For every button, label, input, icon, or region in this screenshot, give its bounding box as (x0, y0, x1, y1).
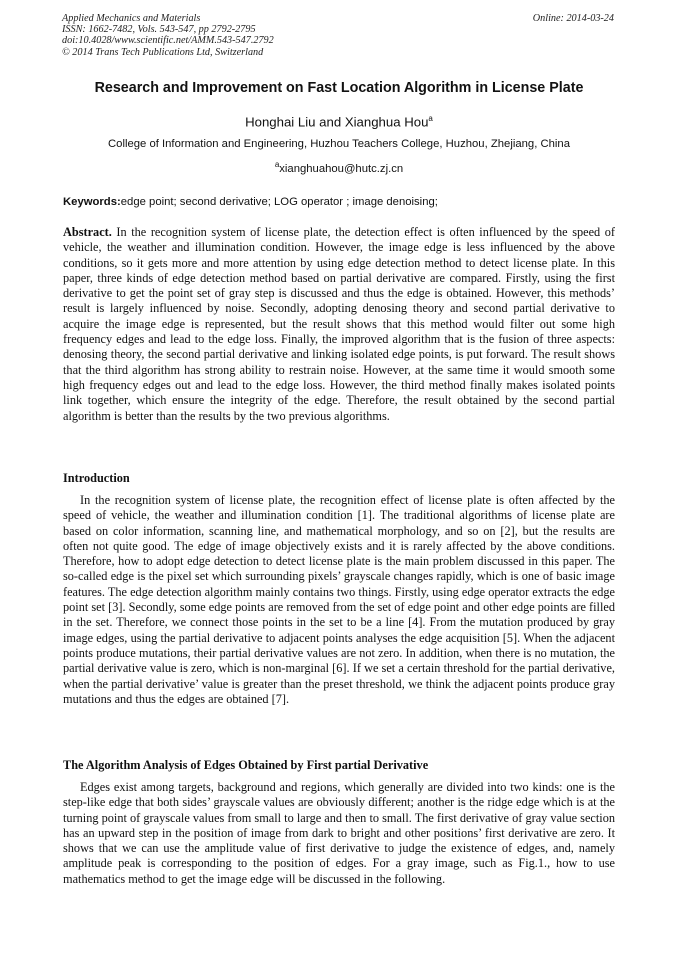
copyright-line: © 2014 Trans Tech Publications Ltd, Switzerland (62, 46, 264, 58)
affiliation: College of Information and Engineering, Huzhou Teachers College, Huzhou, Zhejiang, China (108, 138, 570, 150)
abstract (63, 225, 615, 424)
section-paragraph: Edges exist among targets, background and regions, which generally are divided into two kinds: one is the step-like edge that both sides’ grayscale values are obviously different; another is the ridge edge which is at the turning point of grayscale values from small to large and then to small. The first derivative of gray value section has an upward step in the position of image from dark to bright and other positions’ first derivative are zero. It shows that we can use the amplitude value of first derivative to judge the existence of edges, and, namely amplitude peak is corresponding to the position of edges. For a gray image, such as Fig.1., how to use mathematics method to get the image edge will be discussed in the following. (63, 780, 615, 886)
keywords-line (63, 196, 615, 208)
author-email: xianghuahou@hutc.zj.cn (279, 162, 404, 175)
publication-header (62, 13, 614, 58)
email-superscript: a (274, 160, 280, 169)
online-date: Online: 2014-03-24 (532, 13, 614, 24)
journal-name: Applied Mechanics and Materials (62, 13, 201, 24)
author-line (40, 114, 638, 129)
introduction-heading: Introduction (63, 471, 130, 485)
authors: Honghai Liu and Xianghua Hou (245, 114, 429, 130)
doi-line: doi:10.4028/www.scientific.net/AMM.543-547.2792 (62, 35, 274, 47)
keywords-text: edge point; second derivative; LOG operator ; image denoising; (120, 196, 438, 208)
section-heading: The Algorithm Analysis of Edges Obtained by First partial Derivative (63, 758, 429, 772)
paper-title: Research and Improvement on Fast Location Algorithm in License Plate (94, 80, 584, 96)
abstract-label: Abstract. (63, 225, 112, 239)
keywords-label: Keywords: (63, 196, 121, 208)
introduction-paragraph: In the recognition system of license plate, the recognition effect of license plate is often affected by the speed of vehicle, the weather and illumination condition [1]. The traditional algorithms of license plate are based on color information, scanning line, and mathematical morphology, and so on [2], but the results are often not quite good. The edge of image objectively exists and it is rarely affected by the above conditions. Therefore, how to adopt edge detection to detect license plate is the main problem discussed in this paper. The so-called edge is the pixel set which surrounding pixels’ grayscale changes rapidly, which is one of basic image features. The edge detection algorithm mainly contains two things. Firstly, using edge operator extracts the edge point set [3]. Secondly, some edge points are removed from the set of edge point and other edge points are filled in the set. Therefore, we connect those points in the set to be a line [4]. From the mutation produced by gray image edges, using the partial derivative to adjacent points analyses the edge acquisition [5]. When the adjacent points produce mutations, their partial derivative values are not zero. In addition, when there is no mutation, the partial derivative value is zero, which is non-marginal [6]. If we set a certain threshold for the partial derivative, when the partial derivative’ value is greater than the preset threshold, we think the adjacent points produce gray mutations and thus the edges are obtained [7]. (63, 493, 615, 706)
abstract-text: In the recognition system of license plate, the detection effect is often influenced by the speed of vehicle, the weather and illumination condition. However, the image edge is less influenced by the above conditions, so it gets more and more attention by using edge detection method to detect license plate. In this paper, three kinds of edge detection method based on partial derivative are compared. Firstly, using the first derivative to get the point set of gray step is discussed and thus the edge is obtained. However, this methods’ result is largely influenced by noise. Secondly, adopting denosing theory and second partial derivative to acquire the image edge is represented, but the result shows that this method would filter out some high frequency edges and lead to the edge loss. Finally, the improved algorithm that is the fusion of three aspects: denosing theory, the second partial derivative and linking isolated edge points, is put forward. The result shows that the third algorithm has strong ability to restrain noise. However, at the same time it would smooth some high frequency edges out and lead to the edge loss. However, the third method finally makes isolated points link together, which ensure the integrity of the edge. Therefore, the result obtained by the second partial algorithm is better than the results by the two previous algorithms. (63, 225, 616, 423)
issn-line: ISSN: 1662-7482, Vols. 543-547, pp 2792-2795 (62, 24, 256, 36)
email-line (40, 160, 638, 175)
author-superscript: a (428, 114, 433, 123)
